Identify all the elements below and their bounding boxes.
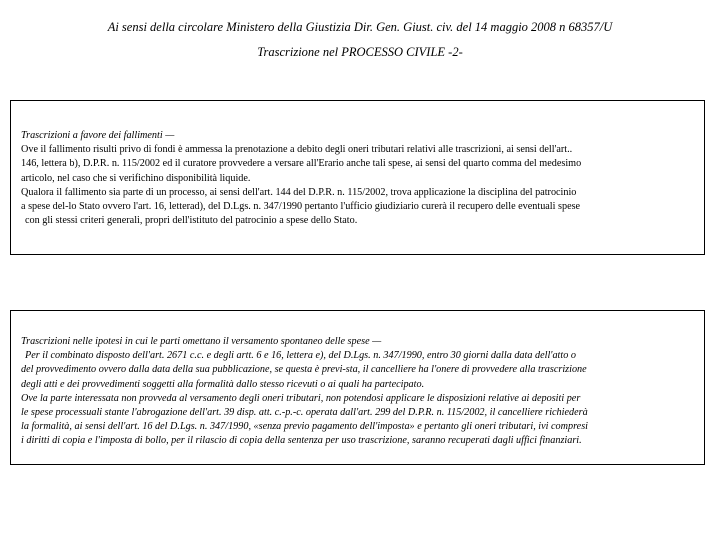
paragraph-line: Qualora il fallimento sia parte di un processo, ai sensi dell'art. 144 del D.P.R. n. 115/2002, trova applicazione la disciplina del patrocinio [21, 186, 577, 198]
document-subheading: Trascrizione nel PROCESSO CIVILE -2- [257, 45, 463, 59]
section-text-omesso-versamento [21, 335, 696, 449]
paragraph-line: i diritti di copia e l'imposta di bollo, per il rilascio di copia della sentenza per uso trascrizione, saranno recuperati dagli uffici finanziari. [21, 435, 582, 447]
paragraph-line: 146, lettera b), D.P.R. n. 115/2002 ed il curatore provvedere a versare all'Erario anche tali spese, ai sensi del quarto comma del medesimo [21, 158, 582, 170]
paragraph-line: degli atti e dei provvedimenti soggetti alla formalità dallo stesso ricevuti o ai quali ha partecipato. [21, 378, 425, 390]
paragraph-line: con gli stessi criteri generali, propri dell'istituto del patrocinio a spese dello Stato. [25, 215, 358, 227]
section-box-omesso-versamento [10, 310, 705, 465]
paragraph-line: Ove il fallimento risulti privo di fondi è ammessa la prenotazione a debito degli oneri tributari relativi alle trascrizioni, ai sensi dell'art.. [21, 144, 573, 156]
section-box-fallimenti [10, 100, 705, 255]
section-title: Trascrizioni nelle ipotesi in cui le parti omettano il versamento spontaneo delle spese — [21, 336, 382, 347]
paragraph-line: la formalità, ai sensi dell'art. 16 del D.Lgs. n. 347/1990, «senza previo pagamento dell'imposta» e pertanto gli oneri tributari, ivi compresi [21, 421, 589, 433]
section-text-fallimenti [21, 129, 696, 228]
paragraph-line: Ove la parte interessata non provveda al versamento degli oneri tributari, non potendosi applicare le disposizioni relative ai depositi per [21, 392, 581, 404]
section-title: Trascrizioni a favore dei fallimenti — [21, 130, 175, 141]
paragraph-line: a spese del-lo Stato ovvero l'art. 16, letterad), del D.Lgs. n. 347/1990 pertanto l'ufficio giudiziario curerà il recupero delle eventuali spese [21, 201, 581, 213]
paragraph-line: Per il combinato disposto dell'art. 2671 c.c. e degli artt. 6 e 16, lettera e), del D.Lgs. n. 347/1990, entro 30 giorni dalla data dell'atto o [25, 350, 576, 362]
paragraph-line: del provvedimento ovvero dalla data della sua pubblicazione, se questa è previ-sta, il cancelliere ha l'onere di provvedere alla trascrizione [21, 364, 587, 376]
paragraph-line: articolo, nel caso che si verifichino disponibilità liquide. [21, 172, 251, 184]
document-heading: Ai sensi della circolare Ministero della Giustizia Dir. Gen. Giust. civ. del 14 maggio 2008 n 68357/U [107, 20, 613, 34]
paragraph-line: le spese processuali stante l'abrogazione dell'art. 39 disp. att. c.-p.-c. operata dall'art. 299 del D.P.R. n. 115/2002, il cancelliere richiederà [21, 407, 588, 419]
